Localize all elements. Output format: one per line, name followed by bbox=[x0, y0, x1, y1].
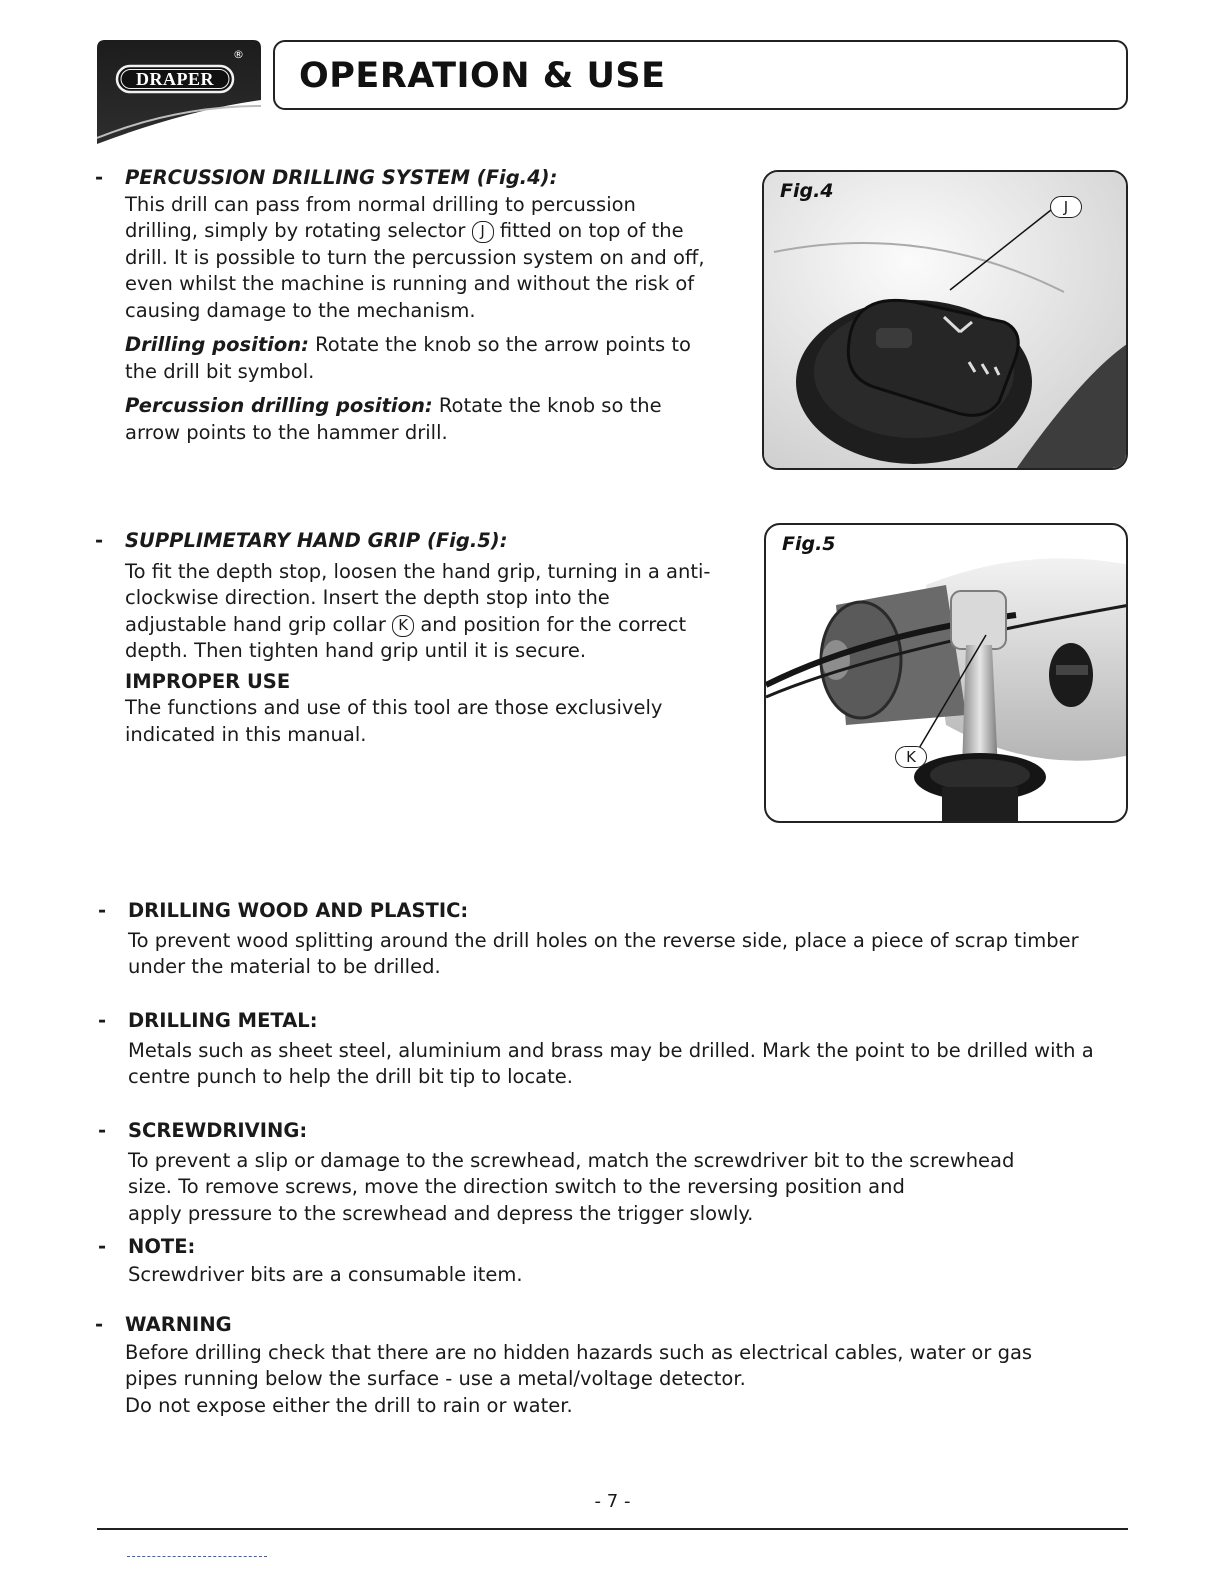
brand-logo-tab bbox=[97, 40, 261, 144]
selector-j-callout: J bbox=[472, 221, 494, 243]
bullet-dash: - bbox=[98, 1235, 107, 1258]
figure-4 bbox=[762, 170, 1128, 470]
page-number: - 7 - bbox=[594, 1491, 631, 1512]
brand-name: DRAPER bbox=[136, 69, 214, 89]
wood-plastic-heading: DRILLING WOOD AND PLASTIC: bbox=[128, 899, 469, 922]
metal-heading: DRILLING METAL: bbox=[128, 1009, 318, 1032]
figure-4-label: Fig.4 bbox=[780, 180, 834, 202]
percussion-heading: PERCUSSION DRILLING SYSTEM (Fig.4): bbox=[125, 166, 558, 189]
percussion-position-text: Percussion drilling position: Rotate the knob so the arrow points to the hammer drill. bbox=[125, 394, 662, 444]
bullet-dash: - bbox=[98, 1119, 107, 1142]
percussion-body: This drill can pass from normal drilling to percussion drilling, simply by rotating selector J fitted on top of the drill. It is possible to turn the percussion system on and off, even whilst the machine is running and without the risk of causing damage to the mechanism. bbox=[125, 192, 705, 322]
bullet-dash: - bbox=[95, 529, 104, 552]
figure-5-callout-k: K bbox=[895, 746, 927, 768]
bullet-dash: - bbox=[95, 166, 104, 189]
wood-plastic-text: To prevent wood splitting around the drill holes on the reverse side, place a piece of scrap timber under the material to be drilled. bbox=[128, 928, 1079, 978]
metal-text: Metals such as sheet steel, aluminium and brass may be drilled. Mark the point to be drilled with a centre punch to help the drill bit tip to locate. bbox=[128, 1038, 1094, 1088]
hand-grip-heading: SUPPLIMETARY HAND GRIP (Fig.5): bbox=[125, 529, 508, 552]
note-section bbox=[98, 1234, 1118, 1288]
hand-grip-body: To fit the depth stop, loosen the hand grip, turning in a anti-clockwise direction. Insert the depth stop into the adjustable hand grip collar K and position for the correct depth. Then tighten hand grip until it is secure. bbox=[125, 559, 711, 662]
screwdriving-heading: SCREWDRIVING: bbox=[128, 1119, 308, 1142]
page-title-box bbox=[273, 40, 1128, 110]
bullet-dash: - bbox=[95, 1313, 104, 1336]
drilling-position-text: Drilling position: Rotate the knob so the arrow points to the drill bit symbol. bbox=[125, 333, 691, 383]
warning-line-3: Do not expose either the drill to rain or water. bbox=[125, 1393, 573, 1417]
bullet-dash: - bbox=[98, 899, 107, 922]
screwdriving-line-2: size. To remove screws, move the direction switch to the reversing position and bbox=[128, 1175, 905, 1198]
bullet-dash: - bbox=[98, 1009, 107, 1032]
warning-line-2: pipes running below the surface - use a metal/voltage detector. bbox=[125, 1367, 746, 1390]
warning-section bbox=[95, 1312, 1120, 1419]
figure-5-label: Fig.5 bbox=[782, 533, 836, 555]
figure-4-callout-j: J bbox=[1050, 196, 1082, 218]
screwdriving-section bbox=[98, 1118, 1118, 1227]
improper-use-text: The functions and use of this tool are those exclusively indicated in this manual. bbox=[125, 696, 663, 746]
screwdriving-line-1: To prevent a slip or damage to the screwhead, match the screwdriver bit to the screwhead bbox=[128, 1148, 1015, 1172]
registered-mark: ® bbox=[233, 48, 244, 61]
footer-divider bbox=[97, 1528, 1128, 1530]
page-title: OPERATION & USE bbox=[299, 56, 666, 96]
drill-hand-grip-photo-icon bbox=[766, 525, 1128, 823]
warning-line-1: Before drilling check that there are no hidden hazards such as electrical cables, water or gas bbox=[125, 1340, 1033, 1364]
wood-plastic-section bbox=[98, 898, 1108, 981]
hand-grip-section bbox=[95, 528, 715, 748]
note-text: Screwdriver bits are a consumable item. bbox=[128, 1262, 523, 1286]
note-heading: NOTE: bbox=[128, 1235, 196, 1258]
warning-heading: WARNING bbox=[125, 1313, 232, 1336]
scan-dashed-line bbox=[127, 1556, 267, 1557]
improper-use-heading: IMPROPER USE bbox=[125, 669, 291, 693]
metal-section bbox=[98, 1008, 1118, 1091]
percussion-section bbox=[95, 165, 715, 446]
screwdriving-line-3: apply pressure to the screwhead and depress the trigger slowly. bbox=[128, 1201, 754, 1225]
collar-k-callout: K bbox=[392, 615, 414, 637]
figure-5 bbox=[764, 523, 1128, 823]
